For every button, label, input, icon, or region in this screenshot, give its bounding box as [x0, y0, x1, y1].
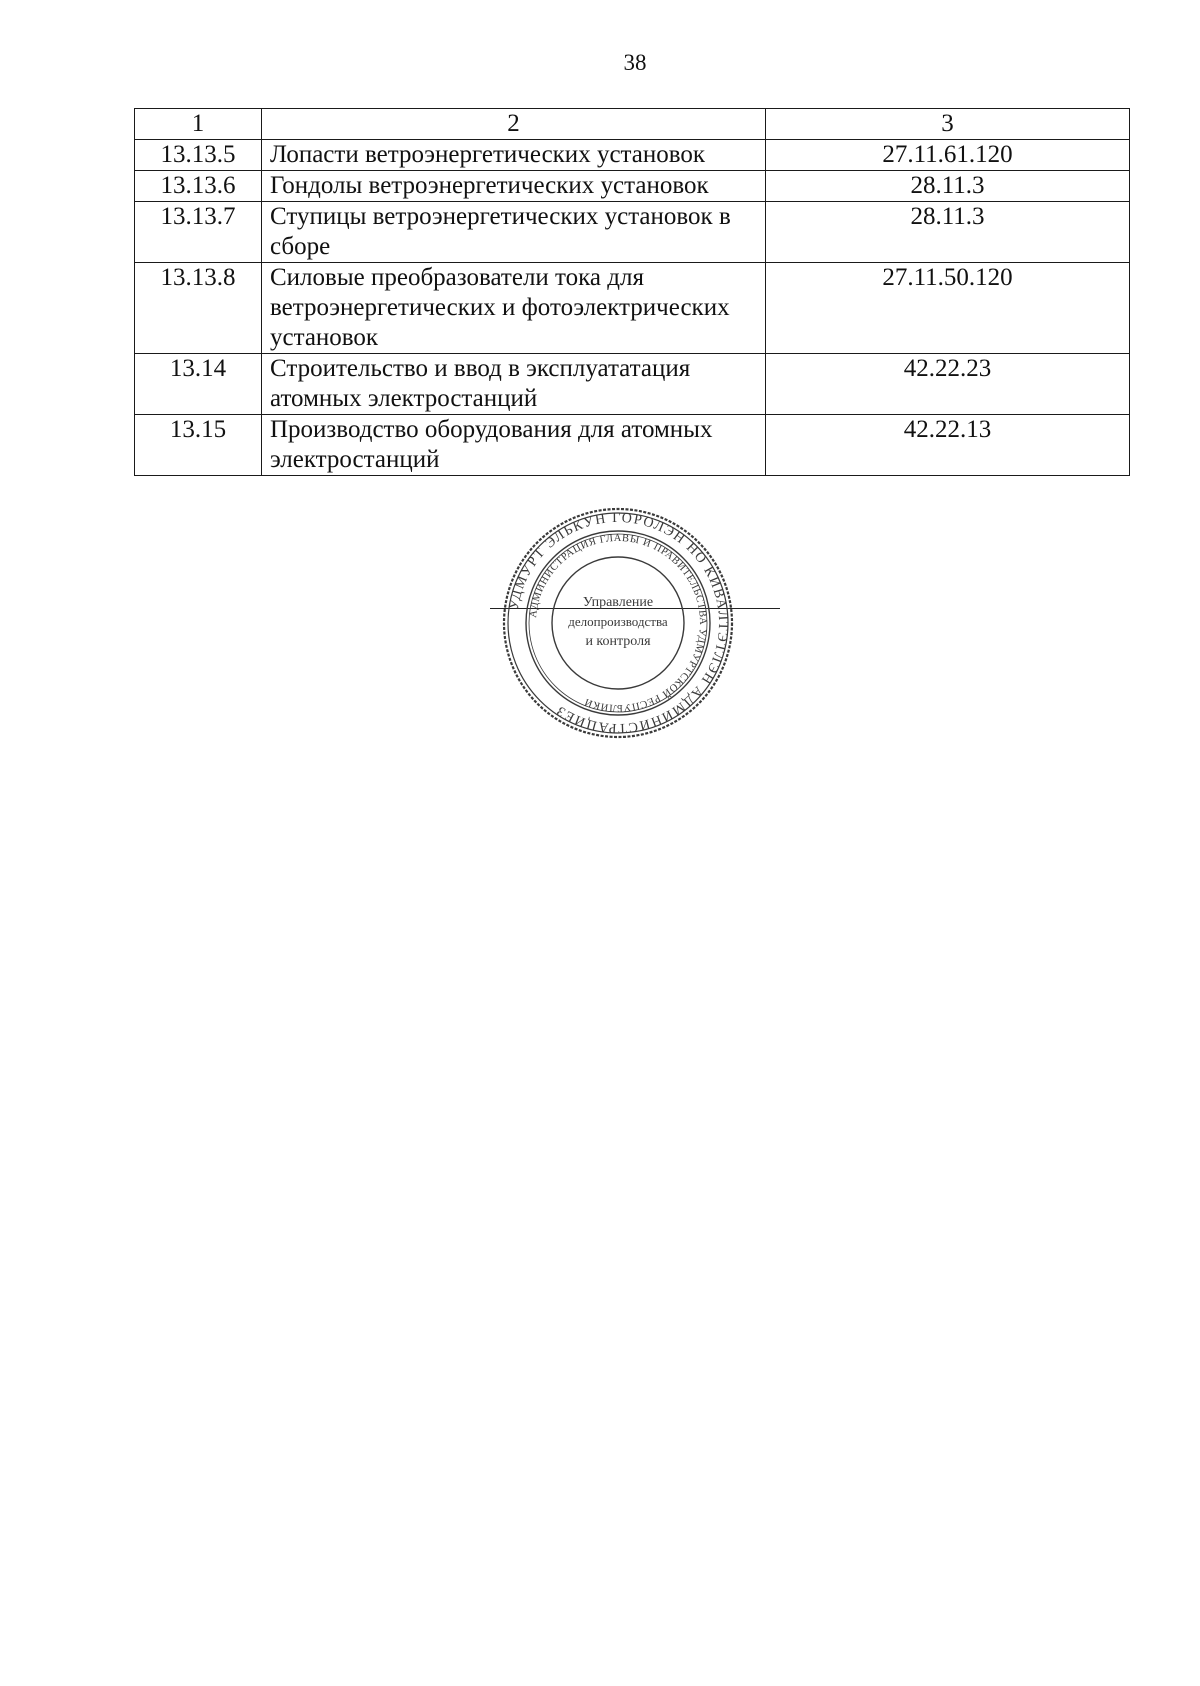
page-number: 38 [623, 50, 647, 75]
row-code: 28.11.3 [766, 202, 1130, 263]
stamp-inner-text: АДМИНИСТРАЦИЯ ГЛАВЫ И ПРАВИТЕЛЬСТВА УДМУРТСКОЙ РЕСПУБЛИКИ [528, 532, 709, 714]
column-header-2: 2 [262, 109, 766, 140]
table-row [135, 140, 1130, 171]
row-number: 13.13.8 [135, 263, 262, 354]
table-row [135, 415, 1130, 476]
table-row [135, 354, 1130, 415]
row-name: Гондолы ветроэнергетических установок [262, 171, 766, 202]
table-row [135, 263, 1130, 354]
row-code: 28.11.3 [766, 171, 1130, 202]
stamp-center-line1: Управление [582, 595, 654, 610]
row-name: Силовые преобразователи тока для ветроэнергетических и фотоэлектрических установок [262, 263, 766, 354]
stamp-outer-text: УДМУРТ ЭЛЬКУН ГОРОЛЭН НО КИВАЛТЭТЛЭН АДМИНИСТРАЦИЕЗ [506, 510, 731, 736]
row-code: 27.11.50.120 [766, 263, 1130, 354]
table-row [135, 171, 1130, 202]
row-number: 13.14 [135, 354, 262, 415]
row-code: 27.11.61.120 [766, 140, 1130, 171]
table-header-row [135, 109, 1130, 140]
row-code: 42.22.13 [766, 415, 1130, 476]
row-name: Производство оборудования для атомных электростанций [262, 415, 766, 476]
row-name: Строительство и ввод в эксплуататация атомных электростанций [262, 354, 766, 415]
official-seal-stamp [500, 505, 736, 741]
table-row [135, 202, 1130, 263]
row-number: 13.13.7 [135, 202, 262, 263]
stamp-center-line2: делопроизводства [568, 614, 668, 629]
row-number: 13.13.6 [135, 171, 262, 202]
row-name: Лопасти ветроэнергетических установок [262, 140, 766, 171]
stamp-center-line3: и контроля [585, 634, 651, 649]
row-number: 13.13.5 [135, 140, 262, 171]
document-table [134, 108, 1130, 476]
column-header-1: 1 [135, 109, 262, 140]
row-name: Ступицы ветроэнергетических установок в сборе [262, 202, 766, 263]
row-number: 13.15 [135, 415, 262, 476]
row-code: 42.22.23 [766, 354, 1130, 415]
column-header-3: 3 [766, 109, 1130, 140]
